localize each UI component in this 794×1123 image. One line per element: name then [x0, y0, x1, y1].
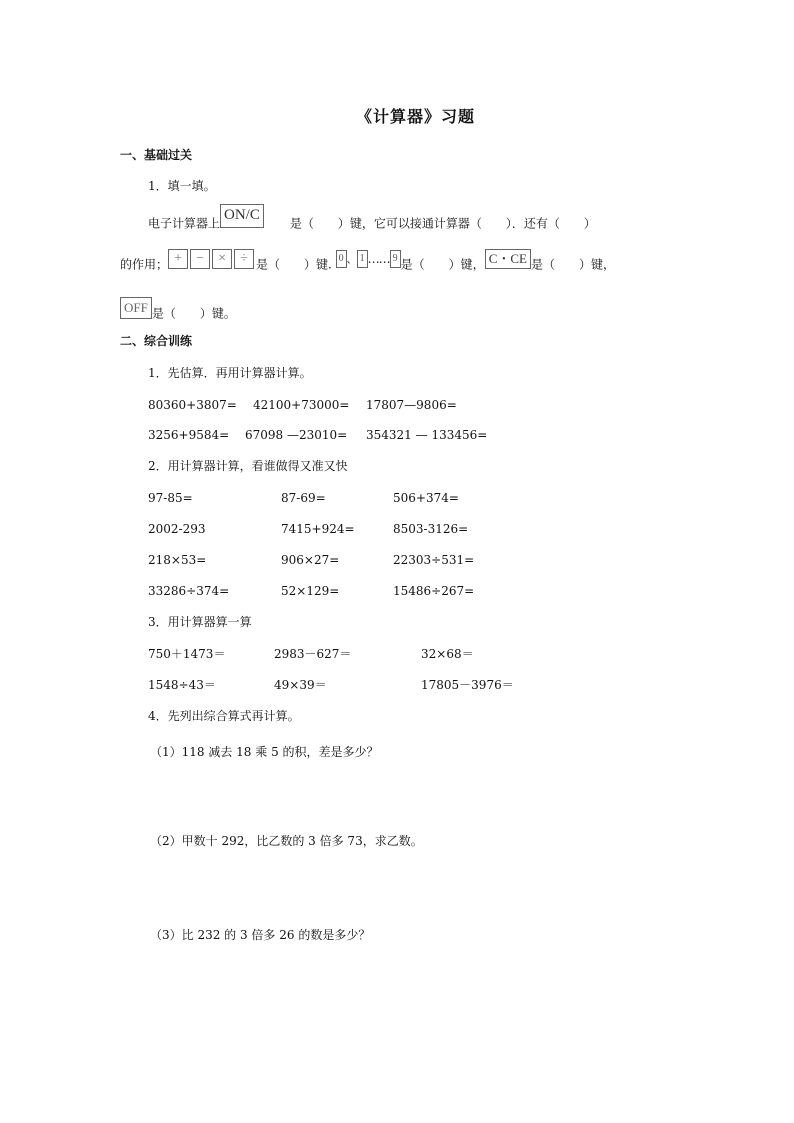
s2q2-r2-c1: 2002-293 [148, 522, 206, 536]
s2q2-r1-c2: 87-69= [281, 491, 326, 505]
s2q3-r1-c2: 2983－627＝ [274, 647, 352, 661]
s2q2-r3-c1: 218×53= [148, 553, 207, 567]
s2q2-r1-c3: 506+374= [393, 491, 459, 505]
digit-0-key-icon: 0 [336, 250, 347, 268]
s2q2-r3-c2: 906×27= [281, 553, 340, 567]
fill-line-2-suffix: 是（ ）键， [530, 257, 615, 272]
s2q2-r3-c3: 22303÷531= [393, 553, 475, 567]
fill-line-2 [120, 251, 615, 276]
s2-question-4-label: 4．先列出综合算式再计算。 [148, 709, 300, 723]
s2q1-r1-c2: 42100+73000= [253, 398, 350, 412]
s2q1-r1-c3: 17807—9806= [366, 398, 457, 412]
off-key-icon: OFF [120, 297, 152, 319]
fill-line-2-mid1: 是（ ）键. [256, 257, 332, 272]
section-heading-basic: 一、基础过关 [120, 148, 193, 162]
s2q2-r2-c3: 8503-3126= [393, 522, 469, 536]
fill-line-1-suffix: 是（ ）键，它可以接通计算器（ ）．还有（ ） [289, 216, 596, 231]
s2q2-r4-c1: 33286÷374= [148, 584, 230, 598]
fill-line-3 [120, 300, 236, 325]
operator-keys [168, 252, 256, 266]
c-ce-key-icon: C・CE [485, 249, 531, 269]
divide-key-icon: ÷ [234, 249, 254, 269]
s2q3-r2-c3: 17805－3976＝ [421, 678, 514, 692]
fill-line-1 [148, 207, 596, 236]
section-heading-training: 二、综合训练 [120, 334, 193, 348]
s2q1-r2-c1: 3256+9584= [148, 428, 230, 442]
s2q1-r1-c1: 80360+3807= [148, 398, 237, 412]
s2-question-2-label: 2．用计算器计算，看谁做得又准又快 [148, 459, 348, 473]
s2-question-3-label: 3．用计算器算一算 [148, 615, 252, 629]
s2q2-r1-c1: 97-85= [148, 491, 193, 505]
fill-line-1-prefix: 电子计算器上 [148, 216, 221, 231]
digit-comma: 、 [346, 254, 357, 266]
s2q4-item-1: （1）118 减去 18 乘 5 的积，差是多少？ [150, 745, 379, 759]
s2q2-r2-c2: 7415+924= [281, 522, 355, 536]
s2q1-r2-c3: 354321 — 133456= [366, 428, 488, 442]
s2-question-1-label: 1．先估算．再用计算器计算。 [148, 366, 312, 380]
s2q1-r2-c2: 67098 —23010= [245, 428, 348, 442]
question-1-label: 1．填一填。 [148, 179, 216, 193]
s2q4-item-3: （3）比 232 的 3 倍多 26 的数是多少？ [150, 928, 371, 942]
plus-key-icon: + [168, 249, 188, 269]
page-title: 《计算器》习题 [356, 107, 476, 126]
s2q3-r2-c1: 1548÷43＝ [148, 678, 216, 692]
s2q4-item-2: （2）甲数十 292，比乙数的 3 倍多 73，求乙数。 [150, 834, 423, 848]
s2q3-r2-c2: 49×39＝ [274, 678, 327, 692]
fill-line-2-mid2: 是（ ）键， [400, 257, 485, 272]
digit-1-key-icon: 1 [357, 250, 368, 268]
digit-keys [336, 252, 401, 266]
multiply-key-icon: × [212, 249, 232, 269]
s2q3-r1-c1: 750＋1473＝ [148, 647, 226, 661]
digit-ellipsis: …… [367, 251, 390, 266]
s2q3-r1-c3: 32×68＝ [421, 647, 474, 661]
fill-line-3-suffix: 是（ ）键。 [151, 306, 236, 321]
minus-key-icon: − [190, 249, 210, 269]
s2q2-r4-c2: 52×129= [281, 584, 340, 598]
fill-line-2-prefix: 的作用； [120, 257, 169, 272]
s2q2-r4-c3: 15486÷267= [393, 584, 475, 598]
on-c-key-icon: ON/C [220, 204, 264, 228]
digit-9-key-icon: 9 [390, 250, 401, 268]
